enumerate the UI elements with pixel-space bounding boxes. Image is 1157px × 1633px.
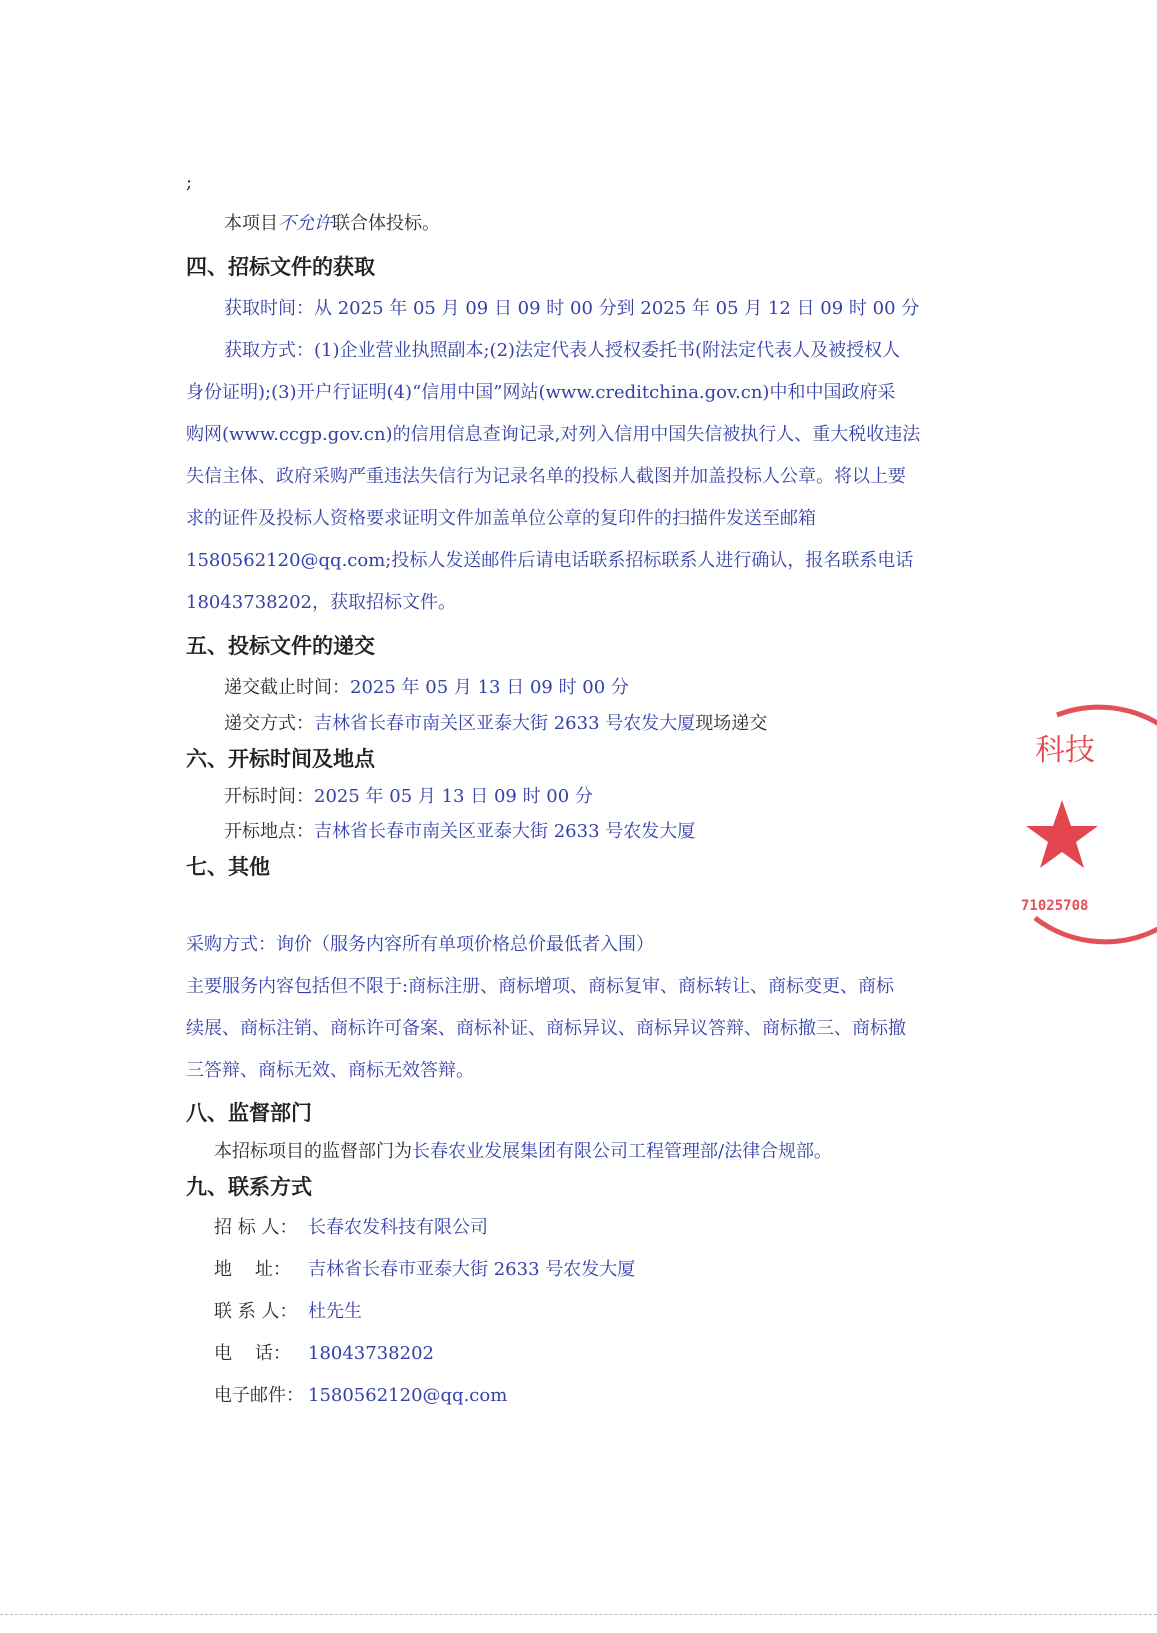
contact-label: 地 址：	[214, 1259, 291, 1280]
submission-method-label: 递交方式：	[224, 713, 314, 734]
contact-row-email	[214, 1384, 507, 1408]
contact-value: 18043738202	[308, 1343, 434, 1364]
acquisition-method-line: 失信主体、政府采购严重违法失信行为记录名单的投标人截图并加盖投标人公章。将以上要	[186, 466, 906, 487]
section-9-title: 九、联系方式	[186, 1175, 312, 1199]
opening-time-label: 开标时间：	[224, 786, 314, 807]
seal-star-icon	[1026, 800, 1098, 868]
acquisition-method-line: 18043738202，获取招标文件。	[186, 592, 456, 613]
acquisition-method-line: 身份证明);(3)开户行证明(4)“信用中国”网站(www.creditchina.gov.cn)中和中国政府采	[186, 382, 896, 403]
opening-time	[224, 785, 593, 809]
submission-method-suffix: 现场递交	[695, 713, 768, 734]
acquisition-method-line: 1580562120@qq.com;投标人发送邮件后请电话联系招标联系人进行确认，报名联系电话	[186, 550, 914, 571]
contact-label: 电子邮件：	[214, 1385, 304, 1406]
procurement-method: 采购方式：询价（服务内容所有单项价格总价最低者入围）	[186, 934, 654, 955]
opening-place-label: 开标地点：	[224, 821, 314, 842]
contact-value: 吉林省长春市亚泰大街 2633 号农发大厦	[308, 1259, 636, 1280]
contact-row-address	[214, 1258, 635, 1282]
section-6-title: 六、开标时间及地点	[186, 747, 375, 771]
submission-deadline-label: 递交截止时间：	[224, 677, 350, 698]
section-5-title: 五、投标文件的递交	[186, 634, 375, 658]
service-content-line: 续展、商标注销、商标许可备案、商标补证、商标异议、商标异议答辩、商标撤三、商标撤	[186, 1018, 906, 1039]
consortium-suffix: 联合体投标。	[332, 213, 440, 234]
acquisition-method-line: 购网(www.ccgp.gov.cn)的信用信息查询记录,对列入信用中国失信被执行人、重大税收违法	[186, 424, 921, 445]
service-content-line: 三答辩、商标无效、商标无效答辩。	[186, 1060, 474, 1081]
contact-value: 长春农发科技有限公司	[308, 1217, 488, 1238]
scan-edge-line	[0, 1614, 1157, 1615]
service-content-line: 主要服务内容包括但不限于:商标注册、商标增项、商标复审、商标转让、商标变更、商标	[186, 976, 895, 997]
seal-ring-top	[1057, 707, 1157, 728]
opening-place-value: 吉林省长春市南关区亚泰大街 2633 号农发大厦	[314, 821, 696, 842]
contact-row-tenderer	[214, 1216, 488, 1240]
opening-time-value: 2025 年 05 月 13 日 09 时 00 分	[314, 786, 593, 807]
submission-method-value: 吉林省长春市南关区亚泰大街 2633 号农发大厦	[314, 713, 696, 734]
acquisition-method-line: 求的证件及投标人资格要求证明文件加盖单位公章的复印件的扫描件发送至邮箱	[186, 508, 816, 529]
contact-row-phone	[214, 1342, 434, 1366]
consortium-prefix: 本项目	[224, 213, 278, 234]
supervision-department: 长春农业发展集团有限公司工程管理部/法律合规部。	[412, 1141, 833, 1162]
contact-label: 电 话：	[214, 1343, 291, 1364]
seal-text-bottom: 71025708	[1021, 898, 1089, 914]
contact-label: 联 系 人：	[214, 1301, 298, 1322]
company-seal	[1021, 720, 1157, 970]
section-8-title: 八、监督部门	[186, 1101, 312, 1125]
contact-value: 1580562120@qq.com	[308, 1385, 508, 1406]
acquisition-time: 获取时间：从 2025 年 05 月 09 日 09 时 00 分到 2025 年 05 月 12 日 09 时 00 分	[224, 298, 920, 319]
opening-place	[224, 820, 695, 844]
seal-text-top: 科技	[1035, 733, 1095, 768]
acquisition-method-line: 获取方式：(1)企业营业执照副本;(2)法定代表人授权委托书(附法定代表人及被授权人	[224, 340, 901, 361]
contact-row-person	[214, 1300, 362, 1324]
consortium-emphasis: 不允许	[278, 213, 332, 234]
contact-label: 招 标 人：	[214, 1217, 298, 1238]
consortium-statement	[224, 212, 440, 236]
supervision-prefix: 本招标项目的监督部门为	[214, 1141, 412, 1162]
leading-semicolon: ;	[186, 172, 193, 193]
section-7-title: 七、其他	[186, 855, 270, 879]
submission-deadline	[224, 676, 629, 700]
company-seal-graphic	[1021, 720, 1157, 970]
submission-deadline-value: 2025 年 05 月 13 日 09 时 00 分	[350, 677, 629, 698]
contact-value: 杜先生	[308, 1301, 362, 1322]
supervision-statement	[214, 1140, 832, 1164]
submission-method	[224, 712, 767, 736]
section-4-title: 四、招标文件的获取	[186, 255, 375, 279]
